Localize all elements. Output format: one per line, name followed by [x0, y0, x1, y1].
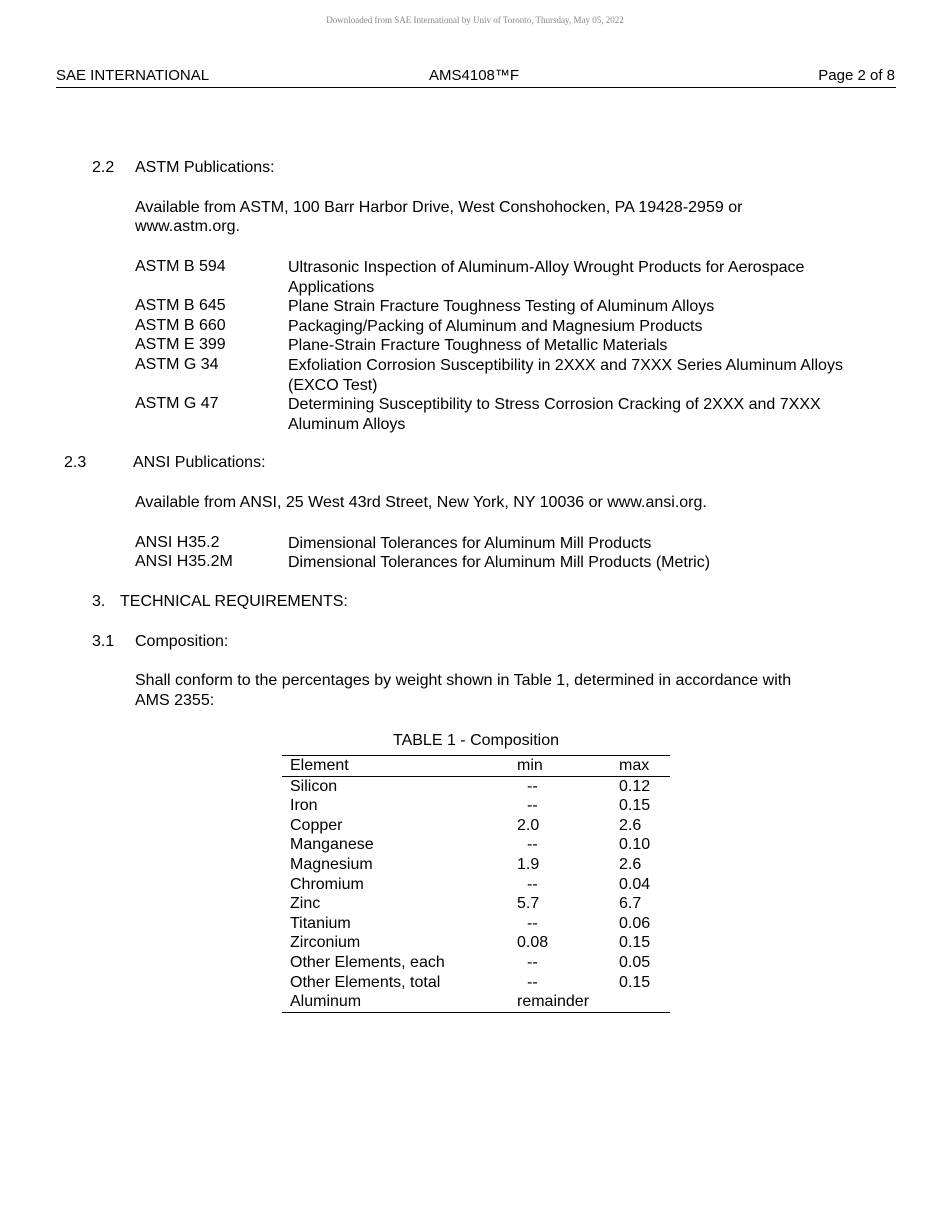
composition-table	[282, 755, 670, 1013]
header-organization: SAE INTERNATIONAL	[56, 67, 210, 84]
astm-availability-line1: Available from ASTM, 100 Barr Harbor Drive, West Conshohocken, PA 19428-2959 or	[135, 199, 743, 216]
max-cell: 2.6	[619, 855, 642, 873]
table-row	[282, 953, 670, 973]
reference-code: ASTM B 594	[135, 258, 226, 275]
element-cell: Manganese	[290, 836, 374, 854]
table-row	[282, 777, 670, 797]
element-cell: Aluminum	[290, 993, 362, 1011]
max-cell: 0.10	[619, 836, 651, 854]
table-header-row	[282, 756, 670, 776]
reference-row	[135, 297, 875, 317]
element-cell: Iron	[290, 797, 318, 815]
min-cell: 1.9	[517, 855, 540, 873]
max-cell: 6.7	[619, 895, 642, 913]
element-cell: Titanium	[290, 914, 351, 932]
section-2-2-number: 2.2	[92, 159, 115, 176]
column-header-element: Element	[290, 757, 349, 774]
min-cell: --	[527, 914, 538, 932]
table-row	[282, 875, 670, 895]
element-cell: Magnesium	[290, 855, 373, 873]
table-caption: TABLE 1 - Composition	[393, 732, 559, 749]
reference-code: ASTM E 399	[135, 336, 226, 353]
table-row	[282, 894, 670, 914]
min-cell: 5.7	[517, 895, 540, 913]
header-document-id: AMS4108™F	[429, 67, 520, 84]
max-cell: 0.05	[619, 953, 651, 971]
element-cell: Chromium	[290, 875, 364, 893]
min-cell: 0.08	[517, 934, 549, 952]
reference-code: ASTM B 660	[135, 317, 226, 334]
reference-title: Ultrasonic Inspection of Aluminum-Alloy Wrought Products for Aerospace Applications	[288, 259, 805, 296]
section-3-1-heading: Composition:	[135, 633, 229, 650]
min-cell: --	[527, 836, 538, 854]
max-cell: 0.15	[619, 934, 651, 952]
element-cell: Copper	[290, 816, 343, 834]
reference-row	[135, 395, 875, 433]
header-page-number: Page 2 of 8	[818, 67, 895, 84]
table-row	[282, 796, 670, 816]
table-row	[282, 855, 670, 875]
table-row	[282, 816, 670, 836]
reference-code: ASTM G 47	[135, 395, 219, 412]
table-bottom-rule	[282, 1012, 670, 1013]
column-header-max: max	[619, 757, 650, 774]
section-3-1-number: 3.1	[92, 633, 115, 650]
ansi-availability: Available from ANSI, 25 West 43rd Street, New York, NY 10036 or www.ansi.org.	[135, 494, 707, 511]
table-row	[282, 835, 670, 855]
composition-text-line2: AMS 2355:	[135, 692, 215, 709]
reference-title: Dimensional Tolerances for Aluminum Mill Products (Metric)	[288, 554, 711, 571]
max-cell: 2.6	[619, 816, 642, 834]
section-2-3-heading: ANSI Publications:	[133, 454, 266, 471]
reference-row	[135, 336, 875, 356]
element-cell: Zinc	[290, 895, 321, 913]
reference-title: Packaging/Packing of Aluminum and Magnesium Products	[288, 318, 703, 335]
astm-availability-line2: www.astm.org.	[135, 218, 240, 235]
min-cell: --	[527, 777, 538, 795]
reference-row	[135, 534, 875, 554]
composition-text-line1: Shall conform to the percentages by weight shown in Table 1, determined in accordance with	[135, 672, 792, 689]
reference-title: Plane-Strain Fracture Toughness of Metallic Materials	[288, 337, 668, 354]
download-watermark: Downloaded from SAE International by Univ of Toronto, Thursday, May 05, 2022	[326, 15, 624, 25]
column-header-min: min	[517, 757, 543, 774]
min-cell: 2.0	[517, 816, 540, 834]
reference-title: Dimensional Tolerances for Aluminum Mill Products	[288, 535, 652, 552]
reference-row	[135, 553, 875, 573]
reference-code: ASTM G 34	[135, 356, 219, 373]
max-cell: 0.15	[619, 797, 651, 815]
element-cell: Other Elements, total	[290, 973, 441, 991]
table-row	[282, 914, 670, 934]
element-cell: Zirconium	[290, 934, 361, 952]
section-2-2-heading: ASTM Publications:	[135, 159, 275, 176]
min-cell: --	[527, 875, 538, 893]
table-row	[282, 933, 670, 953]
reference-title: Exfoliation Corrosion Susceptibility in 2XXX and 7XXX Series Aluminum Alloys (EXCO Test)	[288, 357, 843, 394]
reference-code: ANSI H35.2	[135, 534, 220, 551]
reference-row	[135, 258, 875, 296]
min-cell: --	[527, 953, 538, 971]
element-cell: Silicon	[290, 777, 338, 795]
table-row	[282, 973, 670, 993]
element-cell: Other Elements, each	[290, 953, 445, 971]
section-3-heading: TECHNICAL REQUIREMENTS:	[120, 593, 348, 610]
header-rule	[56, 87, 896, 88]
min-cell: remainder	[517, 993, 590, 1011]
max-cell: 0.06	[619, 914, 651, 932]
table-row	[282, 992, 670, 1012]
max-cell: 0.04	[619, 875, 651, 893]
min-cell: --	[527, 797, 538, 815]
reference-code: ANSI H35.2M	[135, 553, 233, 570]
max-cell: 0.15	[619, 973, 651, 991]
reference-row	[135, 317, 875, 337]
reference-title: Plane Strain Fracture Toughness Testing of Aluminum Alloys	[288, 298, 715, 315]
max-cell: 0.12	[619, 777, 651, 795]
table-body	[282, 777, 670, 1012]
reference-code: ASTM B 645	[135, 297, 226, 314]
section-3-number: 3.	[92, 593, 106, 610]
min-cell: --	[527, 973, 538, 991]
reference-row	[135, 356, 875, 394]
reference-title: Determining Susceptibility to Stress Corrosion Cracking of 2XXX and 7XXX Aluminum Alloys	[288, 396, 821, 433]
section-2-3-number: 2.3	[64, 454, 87, 471]
